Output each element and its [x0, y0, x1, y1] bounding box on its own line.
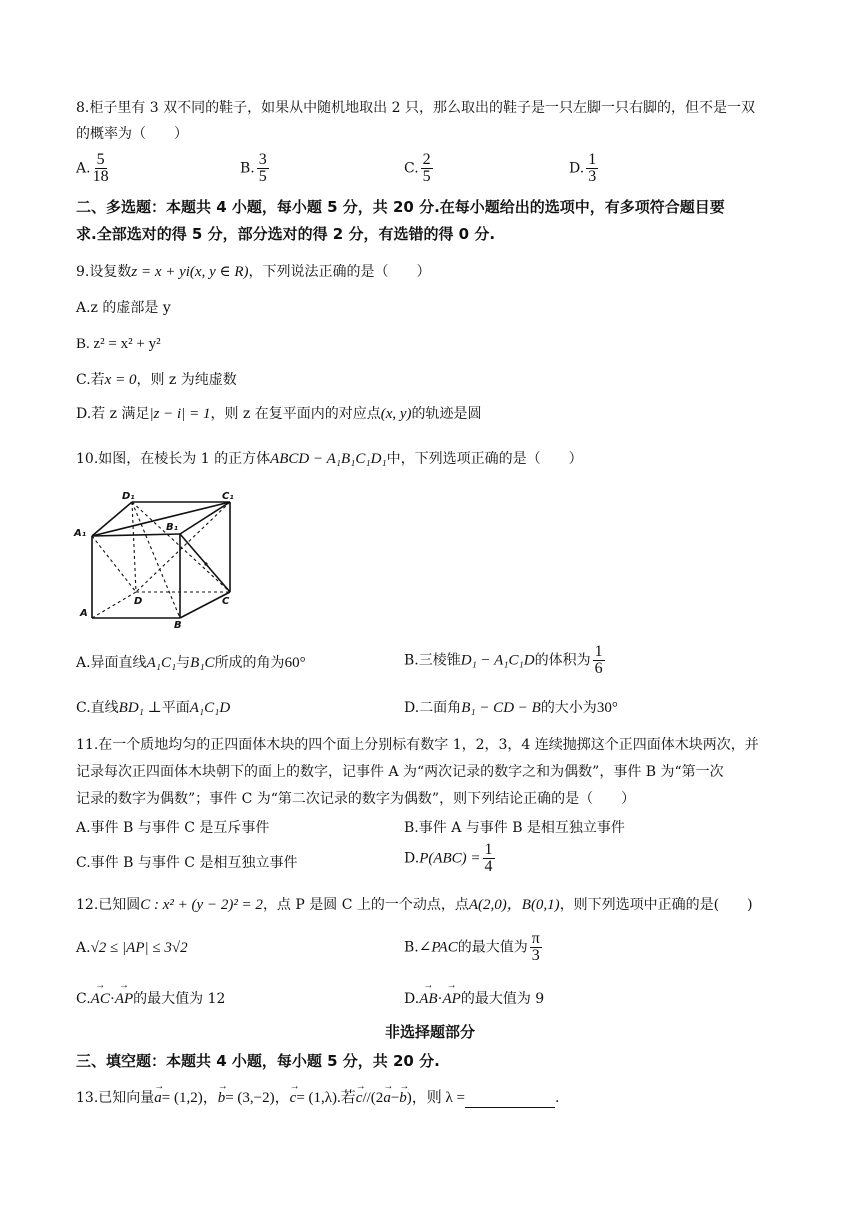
section3-heading: 三、填空题：本题共 4 小题，每小题 5 分，共 20 分.	[76, 1052, 440, 1070]
label-c: C	[222, 596, 230, 607]
q10-option-a: A.异面直线A₁C₁与B₁C所成的角为60°	[76, 655, 306, 671]
q12-option-d: D.→ AB·→ AP的最大值为 9	[404, 988, 544, 1008]
q12-option-b: B.∠PAC的最大值为 $\frac{\pi}{3}$	[404, 930, 540, 964]
label-a1: A₁	[74, 528, 87, 539]
label-d1: D₁	[122, 491, 135, 502]
q12-stem: 12.已知圆C : x² + (y − 2)² = 2，点 P 是圆 C 上的一个动点，点A(2,0)，B(0,1)，则下列选项中正确的是( )	[76, 897, 753, 913]
part-title: 非选择题部分	[384, 1023, 475, 1041]
q11-stem-line3: 记录的数字为偶数”；事件 C 为“第二次记录的数字为偶数”，则下列结论正确的是（ ）	[76, 791, 636, 807]
q11-option-a: A.事件 B 与事件 C 是互斥事件	[76, 820, 270, 836]
q13-stem: 13.已知向量→ a= (1,2)，→ b= (3,−2)，→ c= (1,λ).若→ c//(2→ a−→ b)，则 λ = .	[76, 1088, 559, 1108]
q11-option-b: B.事件 A 与事件 B 是相互独立事件	[404, 820, 625, 836]
q8-option-b: B. $\frac{3}{5}$	[240, 151, 267, 185]
section2-heading-line1: 二、多选题：本题共 4 小题，每小题 5 分，共 20 分.在每小题给出的选项中，有多项符合题目要	[76, 198, 725, 216]
label-a: A	[80, 608, 88, 619]
q11-stem-line2: 记录每次正四面体木块朝下的面上的数字，记事件 A 为“两次记录的数字之和为偶数”，事件 B 为“第一次	[76, 764, 724, 780]
section2-heading-line2: 求.全部选对的得 5 分，部分选对的得 2 分，有选错的得 0 分.	[76, 225, 496, 243]
label-b1: B₁	[166, 522, 179, 533]
q12-option-c: C.→ AC·→ AP的最大值为 12	[76, 988, 225, 1008]
q11-option-c: C.事件 B 与事件 C 是相互独立事件	[76, 855, 298, 871]
q12-option-a: A.√2 ≤ |AP| ≤ 3√2	[76, 940, 188, 956]
label-c1: C₁	[222, 491, 234, 502]
q8-option-d: D. $\frac{1}{3}$	[569, 151, 597, 185]
q9-option-d: D.若 z 满足|z − i| = 1，则 z 在复平面内的对应点(x, y)的轨迹是圆	[76, 406, 482, 422]
q10-option-d: D.二面角B₁ − CD − B的大小为30°	[404, 700, 618, 716]
q8-option-a: A. $\frac{5}{18}$	[76, 151, 109, 185]
q9-option-c: C.若x = 0，则 z 为纯虚数	[76, 372, 237, 388]
q8-stem-line2: 的概率为（ ）	[76, 126, 188, 142]
label-b: B	[174, 620, 182, 630]
cube-figure	[72, 490, 252, 630]
q9-option-a: A.z 的虚部是 y	[76, 300, 171, 316]
q10-option-c: C.直线BD₁ ⊥平面A₁C₁D	[76, 700, 231, 716]
q13-answer-blank[interactable]	[465, 1093, 555, 1108]
q11-stem-line1: 11.在一个质地均匀的正四面体木块的四个面上分别标有数字 1，2，3，4 连续抛掷这个正四面体木块两次，并	[76, 737, 759, 753]
q10-stem: 10.如图，在棱长为 1 的正方体ABCD − A₁B₁C₁D₁中，下列选项正确的是（ ）	[76, 451, 583, 467]
label-d: D	[134, 596, 143, 607]
q11-option-d: D.P(ABC) = $\frac{1}{4}$	[404, 841, 493, 875]
q9-stem: 9.设复数z = x + yi(x, y ∈ R)，下列说法正确的是（ ）	[76, 264, 431, 280]
q8-option-c: C. $\frac{2}{5}$	[404, 151, 431, 185]
q10-option-b: B.三棱锥D₁ − A₁C₁D的体积为 $\frac{1}{6}$	[404, 643, 603, 677]
q8-stem-line1: 8.柜子里有 3 双不同的鞋子，如果从中随机地取出 2 只，那么取出的鞋子是一只左脚一只右脚的，但不是一双	[76, 100, 755, 116]
q9-option-b: B. z² = x² + y²	[76, 336, 161, 352]
